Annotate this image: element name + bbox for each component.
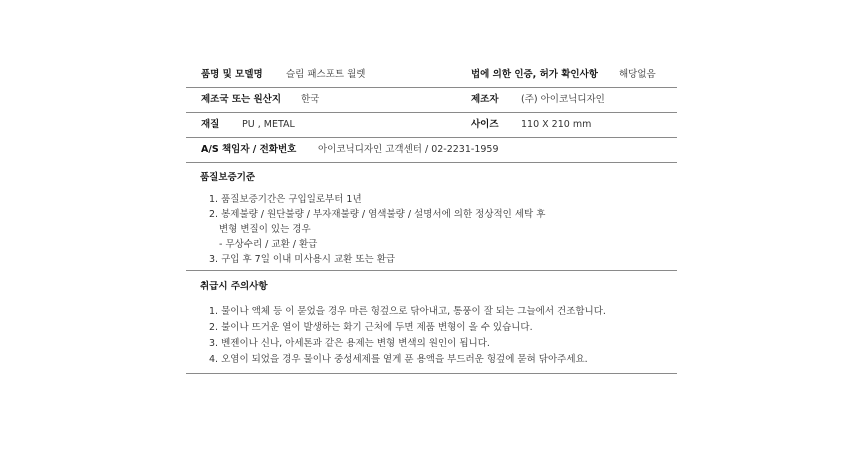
product-info-sheet <box>186 62 677 374</box>
size-label: 사이즈 <box>471 119 499 130</box>
certification-value: 해당없음 <box>619 69 656 80</box>
spec-row-origin <box>186 88 677 113</box>
warranty-line-remedy: - 무상수리 / 교환 / 환급 <box>219 239 318 250</box>
origin-value: 한국 <box>301 94 320 105</box>
caution-line-3: 3. 벤젠이나 신나, 아세톤과 같은 용제는 변형 변색의 원인이 됩니다. <box>209 338 490 349</box>
warranty-line-1: 1. 품질보증기간은 구입일로부터 1년 <box>209 194 362 205</box>
warranty-title: 품질보증기준 <box>200 172 256 183</box>
caution-title: 취급시 주의사항 <box>200 281 268 292</box>
warranty-section <box>186 163 677 271</box>
manufacturer-label: 제조자 <box>471 94 499 105</box>
model-label: 품명 및 모델명 <box>201 69 263 80</box>
warranty-line-3: 3. 구입 후 7일 이내 미사용시 교환 또는 환급 <box>209 254 396 265</box>
size-value: 110 X 210 mm <box>521 119 592 130</box>
caution-line-2: 2. 불이나 뜨거운 열이 발생하는 화기 근처에 두면 제품 변형이 올 수 있습니다. <box>209 322 533 333</box>
certification-label: 법에 의한 인증, 허가 확인사항 <box>471 69 598 80</box>
spec-row-model <box>186 62 677 88</box>
spec-row-material <box>186 113 677 138</box>
manufacturer-value: (주) 아이코닉디자인 <box>521 94 605 105</box>
warranty-line-2: 2. 봉제불량 / 원단불량 / 부자재불량 / 염색불량 / 설명서에 의한 정상적인 세탁 후 <box>209 209 546 220</box>
origin-label: 제조국 또는 원산지 <box>201 94 282 105</box>
service-contact-value: 아이코닉디자인 고객센터 / 02-2231-1959 <box>318 144 499 155</box>
caution-section <box>186 271 677 374</box>
service-contact-label: A/S 책임자 / 전화번호 <box>201 144 297 155</box>
material-value: PU , METAL <box>242 119 295 130</box>
spec-row-service <box>186 138 677 163</box>
caution-line-4: 4. 오염이 되었을 경우 물이나 중성세제를 옅게 푼 용액을 부드러운 헝겊에 묻혀 닦아주세요. <box>209 354 588 365</box>
warranty-line-2-cont: 변형 변질이 있는 경우 <box>219 224 311 235</box>
material-label: 재질 <box>201 119 220 130</box>
model-value: 슬림 패스포트 월렛 <box>286 69 366 80</box>
caution-line-1: 1. 물이나 액체 등 이 묻었을 경우 마른 헝겊으로 닦아내고, 통풍이 잘 되는 그늘에서 건조합니다. <box>209 306 606 317</box>
